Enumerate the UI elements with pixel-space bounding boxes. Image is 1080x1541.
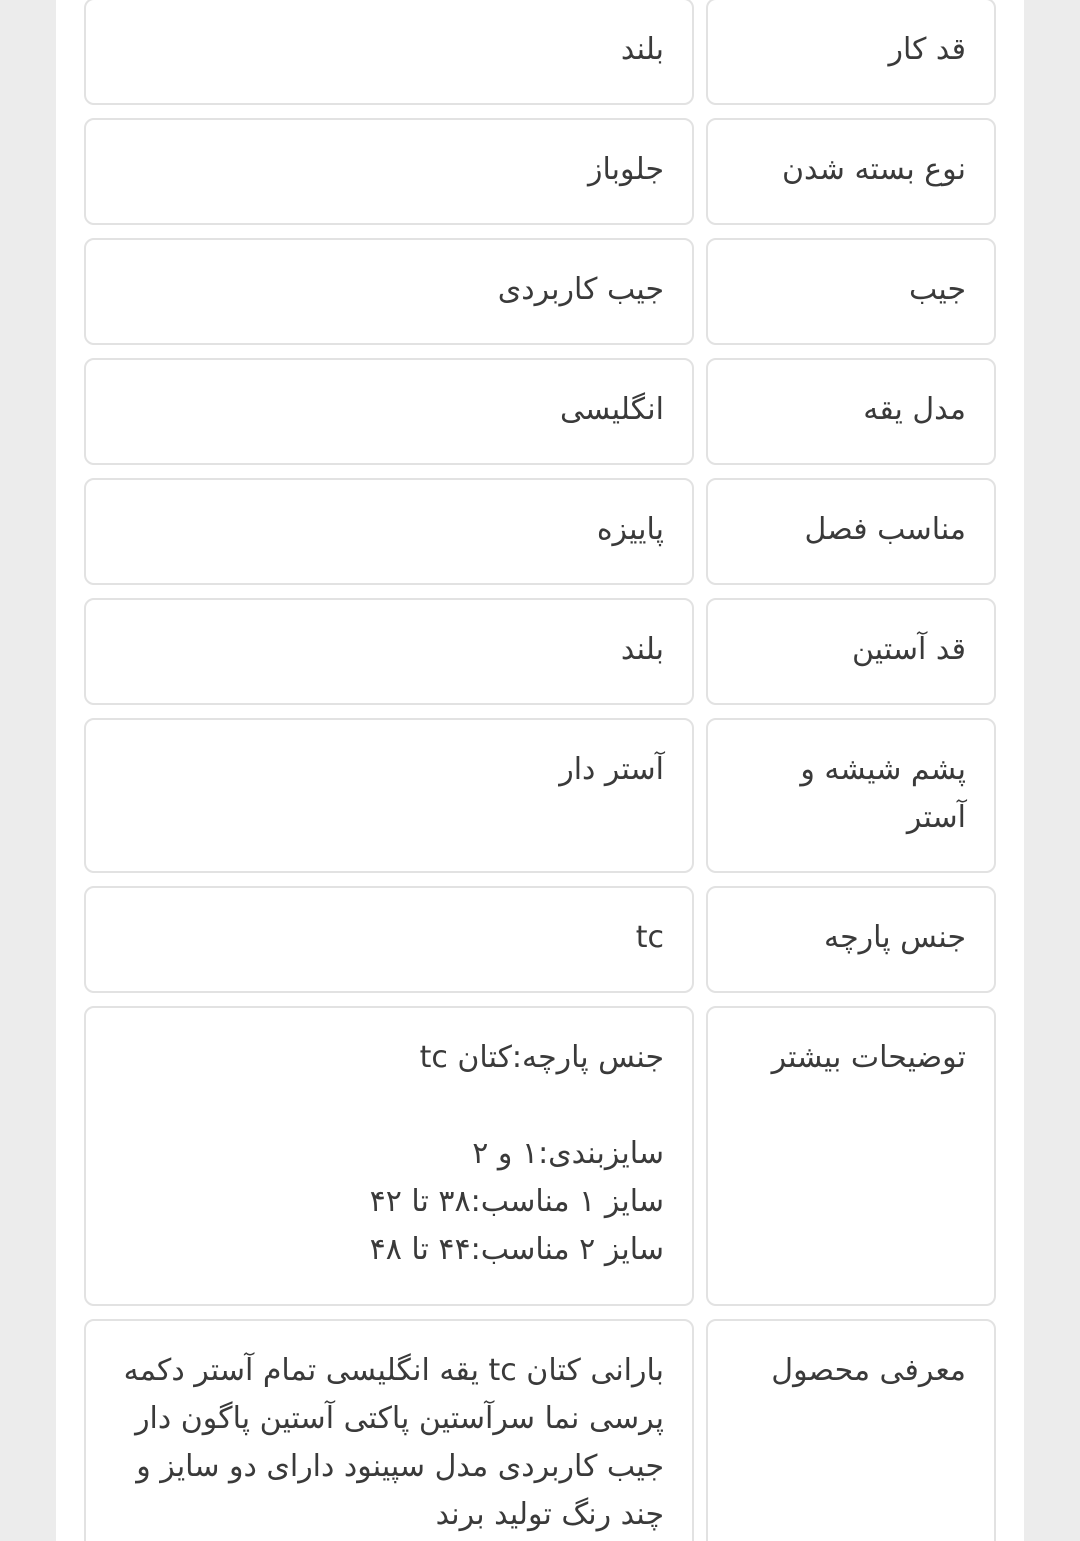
spec-value: آستر دار xyxy=(84,718,694,873)
spec-row-closure-type xyxy=(84,118,996,225)
spec-label: قد کار xyxy=(706,0,996,105)
spec-row-sleeve-length xyxy=(84,598,996,705)
spec-row-work-length xyxy=(84,0,996,105)
spec-label: پشم شیشه و آستر xyxy=(706,718,996,873)
spec-label: مدل یقه xyxy=(706,358,996,465)
spec-value: انگلیسی xyxy=(84,358,694,465)
spec-label: توضیحات بیشتر xyxy=(706,1006,996,1306)
spec-label: مناسب فصل xyxy=(706,478,996,585)
spec-value: بلند xyxy=(84,0,694,105)
spec-value: پاییزه xyxy=(84,478,694,585)
spec-value: جنس پارچه:کتان tc سایزبندی:۱ و ۲ سایز ۱ مناسب:۳۸ تا ۴۲ سایز ۲ مناسب:۴۴ تا ۴۸ xyxy=(84,1006,694,1306)
spec-row-more-details xyxy=(84,1006,996,1306)
spec-value: جلوباز xyxy=(84,118,694,225)
spec-value: tc xyxy=(84,886,694,993)
spec-row-collar-model xyxy=(84,358,996,465)
spec-row-pocket xyxy=(84,238,996,345)
spec-value: جیب کاربردی xyxy=(84,238,694,345)
spec-value: بلند xyxy=(84,598,694,705)
spec-label: قد آستین xyxy=(706,598,996,705)
spec-row-lining xyxy=(84,718,996,873)
spec-label: جنس پارچه xyxy=(706,886,996,993)
spec-label: معرفی محصول xyxy=(706,1319,996,1541)
spec-row-season xyxy=(84,478,996,585)
spec-label: نوع بسته شدن xyxy=(706,118,996,225)
product-page xyxy=(56,0,1024,1541)
spec-row-fabric xyxy=(84,886,996,993)
product-specs-table xyxy=(84,0,996,1541)
spec-value: بارانی کتان tc یقه انگلیسی تمام آستر دکمه پرسی نما سرآستین پاکتی آستین پاگون دار جیب کاربردی مدل سپینود دارای دو سایز و چند رنگ تولید برند xyxy=(84,1319,694,1541)
spec-label: جیب xyxy=(706,238,996,345)
spec-row-product-intro xyxy=(84,1319,996,1541)
